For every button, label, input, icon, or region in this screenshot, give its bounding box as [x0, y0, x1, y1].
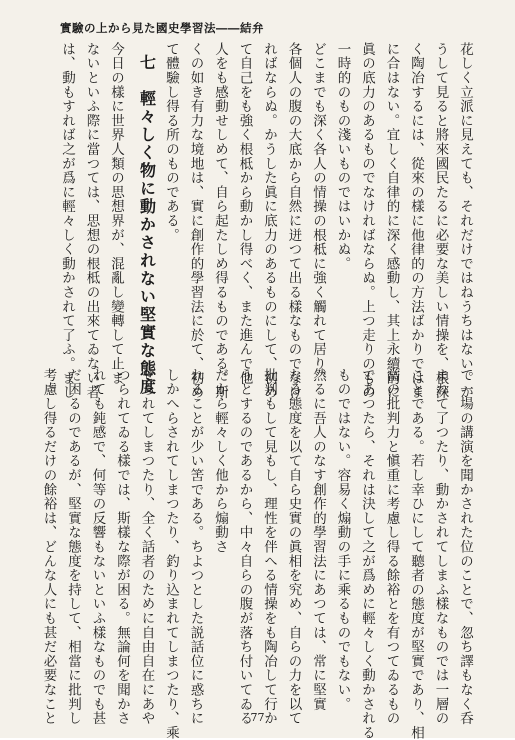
- text-line: れることが少い筈である。ちよつとした説話位に惑ちに: [187, 368, 204, 726]
- text-line: 各個人の腹の大底から自然に迸つて出る樣なものでなけ: [285, 42, 302, 400]
- text-line: くの如き有力な境地は、實に創作的學習法に於て、初め: [187, 42, 204, 400]
- text-line: 批判もして見もし、理性を伴へる情操をも陶冶して行か: [261, 368, 277, 726]
- page-number: 77: [250, 711, 265, 724]
- text-line: うとするのであるから、中々自らの腹が落ち付いてゐる: [236, 368, 253, 726]
- text-line: であつたら、それは決して之が爲めに輕々しく動かされる: [359, 368, 375, 740]
- text-line: 今日の樣に世界人類の思想界が、混亂し變轉して止ま: [108, 42, 124, 386]
- text-line: 人をも感動せしめて、自ら起たしめ得るものである。斯: [212, 42, 228, 400]
- text-line: つられてゐる樣では、斯樣な際が困る。無論何を聞かさ: [114, 368, 130, 726]
- text-line: て一場の講演を聞かされた位のことで、忽ち譯もなく呑: [457, 368, 473, 726]
- text-line: く陶冶するには、從來の樣に他律的の方法ばかりではま: [408, 42, 424, 400]
- text-line: ればならぬ。かうした眞に底力のあるものにして、初め: [261, 42, 277, 400]
- text-line: 眞の底力のあるものでなければならぬ。上つ走りのもの: [359, 42, 375, 400]
- text-line: 當の批判力と愼重に考慮し得る餘裕とを有つてゐるもの: [383, 368, 400, 726]
- text-line: れても鈍感で、何等の反響もないといふ樣なものでも甚: [89, 368, 106, 726]
- section-title: 七 輕々しく物に動かされない堅實な態度: [137, 54, 157, 396]
- text-line: なる態度を以て自ら史實の眞相を究め、自らの力を以て: [285, 368, 302, 726]
- text-line: ことである。若し幸ひにして聽者の態度が堅實であり、相: [408, 368, 424, 740]
- text-line: 然るに吾人のなす創作的學習法にあつては、常に堅實: [310, 368, 326, 712]
- text-line: うして見ると將來國民たるに必要な美しい情操を、根深: [432, 42, 449, 400]
- text-line: 考慮し得るだけの餘裕は、どんな人にも甚だ必要なこと: [40, 368, 57, 726]
- text-line: だ困るのであるが、堅實な態度を持して、相當に批判し: [65, 368, 81, 726]
- text-line: まれて了つたり、動かされてしまふ樣なものでは一層の: [432, 368, 449, 726]
- lower-text-block: [36, 368, 477, 740]
- running-header: 實驗の上から見た國史學習法――結弁: [60, 21, 264, 35]
- text-line: て體驗し得る所のものである。: [163, 42, 179, 243]
- upper-text-block: [55, 42, 478, 400]
- text-line: だから輕々しく他から煽動さ: [212, 368, 228, 554]
- text-line: は、動もすれば之が爲に輕々しく動かされて了ふ。まし: [59, 42, 75, 400]
- text-line: しかへらされてしまつたり、釣り込まれてしまつたり、乘: [163, 368, 179, 740]
- text-line: に合はない。宜しく自律的に深く感動し、其上永續的に: [383, 42, 400, 400]
- text-line: せられてしまつたり、全く話者のために自由自在にあや: [138, 368, 155, 726]
- text-line: 一時的のもの淺いものではいかぬ。: [334, 42, 351, 271]
- text-line: て自己をも強く根柢から動かし得べく、また進んで他: [236, 42, 253, 386]
- text-line: 花しく立派に見えても、それだけではねうちはない。か: [457, 42, 473, 400]
- text-line: ないといふ際に當つては、思想の根柢の出來てゐない者: [83, 42, 100, 400]
- text-line: どこまでも深く各人の情操の根柢に強く觸れて居り、: [310, 42, 326, 386]
- text-line: ものではない。容易く煽動の手に乘るものでもない。: [334, 368, 351, 712]
